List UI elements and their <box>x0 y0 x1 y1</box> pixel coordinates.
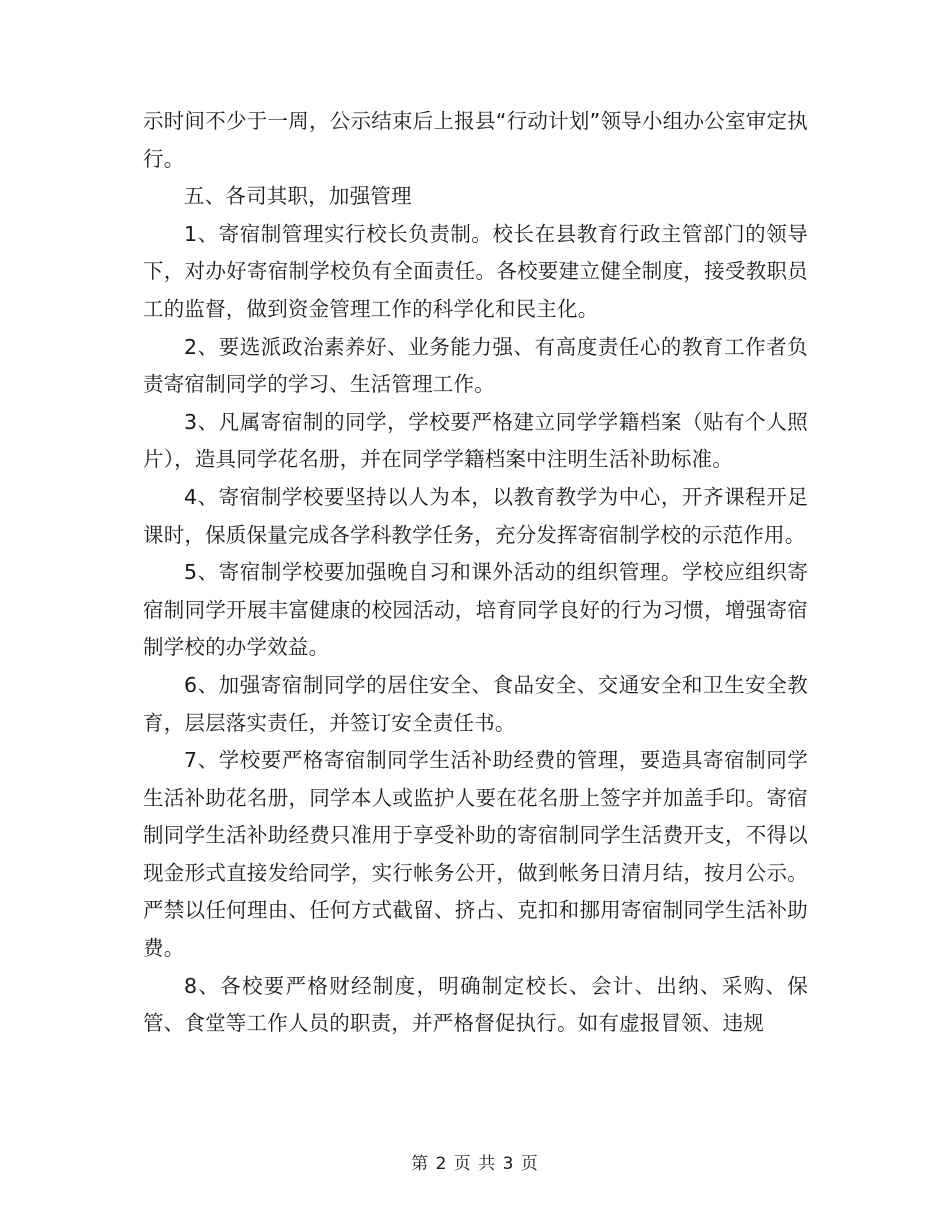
document-body <box>143 103 808 1043</box>
paragraph-item-6: 6、加强寄宿制同学的居住安全、食品安全、交通安全和卫生安全教育，层层落实责任，并签订安全责任书。 <box>143 672 808 735</box>
paragraph-continuation: 示时间不少于一周，公示结束后上报县“行动计划”领导小组办公室审定执行。 <box>143 109 808 171</box>
paragraph-item-3: 3、凡属寄宿制的同学，学校要严格建立同学学籍档案（贴有个人照片），造具同学花名册，并在同学学籍档案中注明生活补助标准。 <box>143 409 808 472</box>
page-number-label: 第 2 页 共 3 页 <box>411 1154 539 1174</box>
paragraph-item-4: 4、寄宿制学校要坚持以人为本，以教育教学为中心，开齐课程开足课时，保质保量完成各学科教学任务，充分发挥寄宿制学校的示范作用。 <box>143 484 808 547</box>
page-footer <box>0 1152 950 1176</box>
paragraph-item-5: 5、寄宿制学校要加强晚自习和课外活动的组织管理。学校应组织寄宿制同学开展丰富健康的校园活动，培育同学良好的行为习惯，增强寄宿制学校的办学效益。 <box>143 560 808 660</box>
paragraph-item-8: 8、各校要严格财经制度，明确制定校长、会计、出纳、采购、保管、食堂等工作人员的职责，并严格督促执行。如有虚报冒领、违规 <box>143 973 808 1036</box>
paragraph-item-1: 1、寄宿制管理实行校长负责制。校长在县教育行政主管部门的领导下，对办好寄宿制学校负有全面责任。各校要建立健全制度，接受教职员工的监督，做到资金管理工作的科学化和民主化。 <box>143 221 808 321</box>
paragraph-item-2: 2、要选派政治素养好、业务能力强、有高度责任心的教育工作者负责寄宿制同学的学习、生活管理工作。 <box>143 334 808 397</box>
section-heading: 五、各司其职，加强管理 <box>184 184 412 209</box>
paragraph-item-7: 7、学校要严格寄宿制同学生活补助经费的管理，要造具寄宿制同学生活补助花名册，同学本人或监护人要在花名册上签字并加盖手印。寄宿制同学生活补助经费只准用于享受补助的寄宿制同学生活费开支，不得以现金形式直接发给同学，实行帐务公开，做到帐务日清月结，按月公示。严禁以任何理由、任何方式截留、挤占、克扣和挪用寄宿制同学生活补助费。 <box>143 748 808 961</box>
